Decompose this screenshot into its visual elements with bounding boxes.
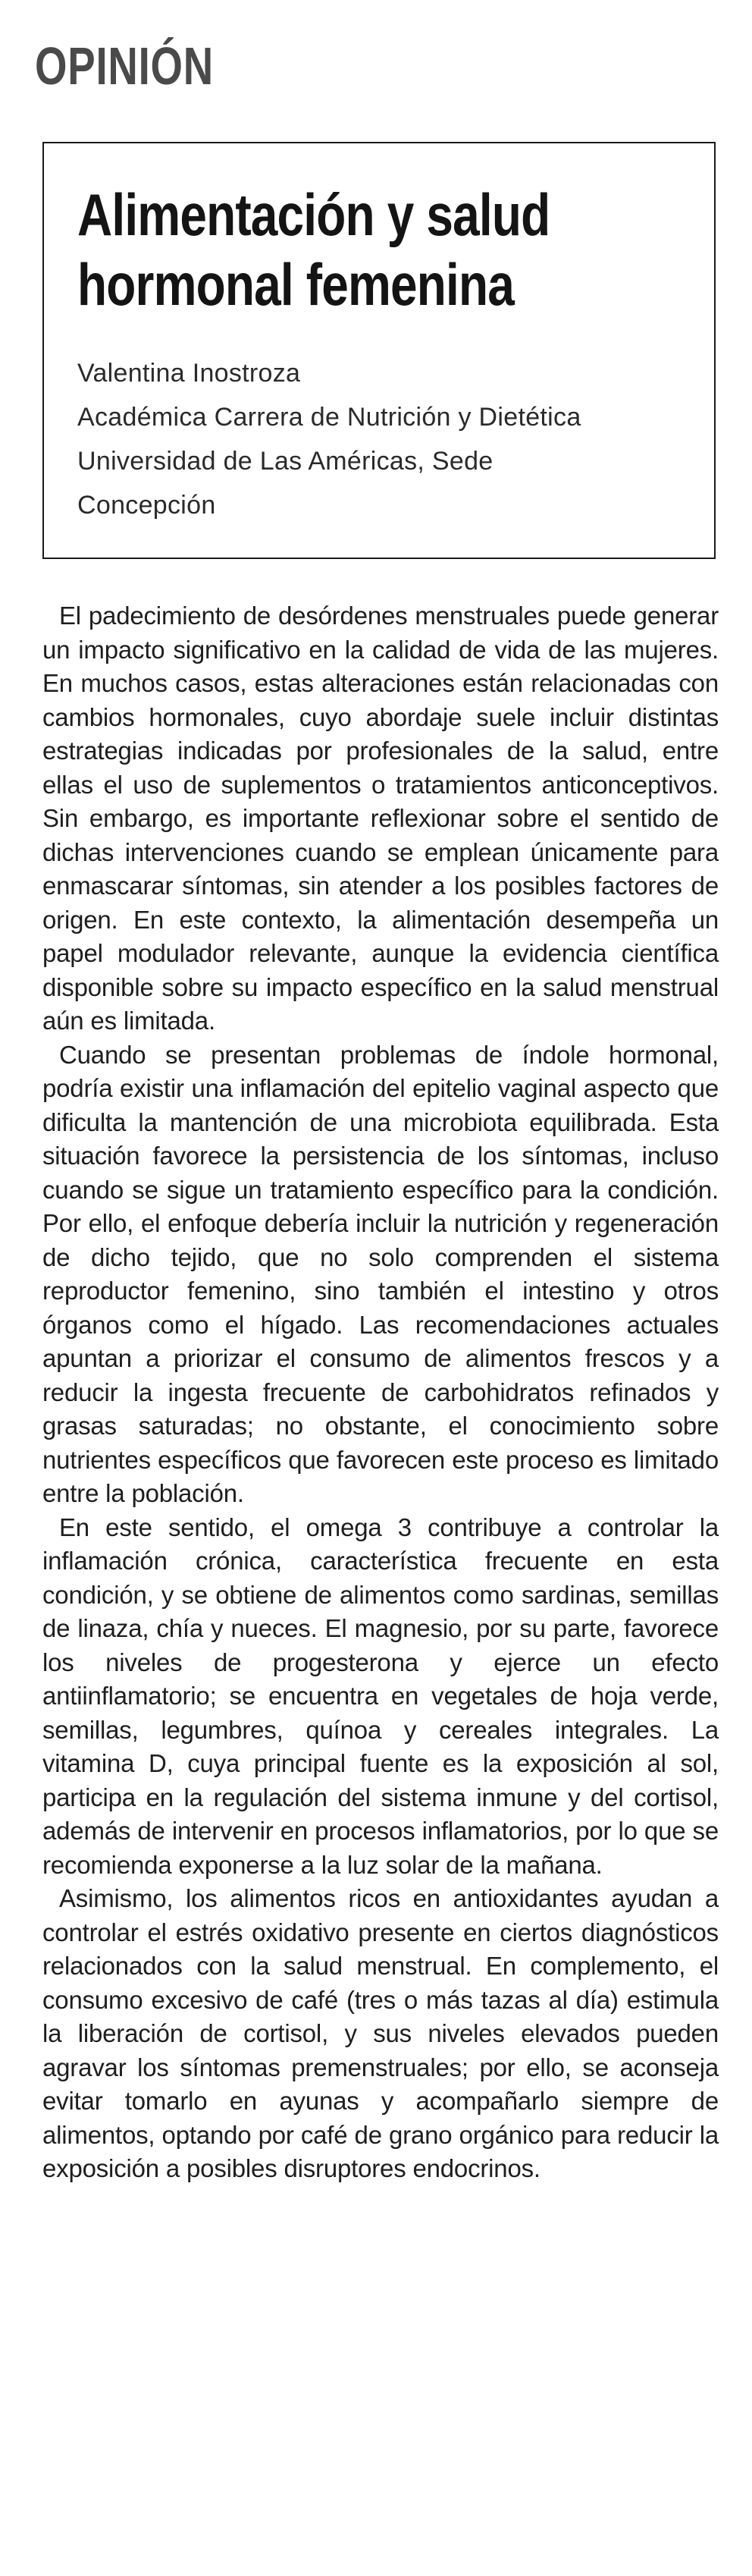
- author-institution: Universidad de Las Américas, Sede: [77, 447, 494, 476]
- article-paragraph: En este sentido, el omega 3 contribuye a controlar la inflamación crónica, característica frecuente en esta condición, y se obtiene de alimentos como sardinas, semillas de linaza, chía y nueces. El magnesio, por su parte, favorece los niveles de progesterona y ejerce un efecto antiinflamatorio; se encuentra en vegetales de hoja verde, semillas, legumbres, quínoa y cereales integrales. La vitamina D, cuya principal fuente es la exposición al sol, participa en la regulación del sistema inmune y del cortisol, además de intervenir en procesos inflamatorios, por lo que se recomienda exponerse a la luz solar de la mañana.: [42, 1513, 719, 1879]
- byline: [77, 351, 669, 527]
- author-name: Valentina Inostroza: [77, 359, 301, 388]
- headline-box: [42, 142, 716, 559]
- author-role: Académica Carrera de Nutrición y Dietética: [77, 403, 581, 432]
- author-institution-city: Concepción: [77, 491, 216, 520]
- article-paragraph: Cuando se presentan problemas de índole hormonal, podría existir una inflamación del epitelio vaginal aspecto que dificulta la mantención de una microbiota equilibrada. Esta situación favorece la persistencia de los síntomas, incluso cuando se sigue un tratamiento específico para la condición. Por ello, el enfoque debería incluir la nutrición y regeneración de dicho tejido, que no solo comprenden el sistema reproductor femenino, sino también el intestino y otros órganos como el hígado. Las recomendaciones actuales apuntan a priorizar el consumo de alimentos frescos y a reducir la ingesta frecuente de carbohidratos refinados y grasas saturadas; no obstante, el conocimiento sobre nutrientes específicos que favorecen este proceso es limitado entre la población.: [42, 1040, 719, 1507]
- article-body: [42, 599, 719, 2186]
- article-paragraph: Asimismo, los alimentos ricos en antioxidantes ayudan a controlar el estrés oxidativo presente en ciertos diagnósticos relacionados con la salud menstrual. En complemento, el consumo excesivo de café (tres o más tazas al día) estimula la liberación de cortisol, y sus niveles elevados pueden agravar los síntomas premenstruales; por ello, se aconseja evitar tomarlo en ayunas y acompañarlo siempre de alimentos, optando por café de grano orgánico para reducir la exposición a posibles disruptores endocrinos.: [42, 1884, 719, 2182]
- article-headline: Alimentación y salud hormonal femenina: [77, 181, 550, 318]
- section-label: OPINIÓN: [35, 36, 215, 96]
- article-paragraph: El padecimiento de desórdenes menstruales puede generar un impacto significativo en la calidad de vida de las mujeres. En muchos casos, estas alteraciones están relacionadas con cambios hormonales, cuyo abordaje suele incluir distintas estrategias indicadas por profesionales de la salud, entre ellas el uso de suplementos o tratamientos anticonceptivos. Sin embargo, es importante reflexionar sobre el sentido de dichas intervenciones cuando se emplean únicamente para enmascarar síntomas, sin atender a los posibles factores de origen. En este contexto, la alimentación desempeña un papel modulador relevante, aunque la evidencia científica disponible sobre su impacto específico en la salud menstrual aún es limitada.: [42, 602, 719, 1035]
